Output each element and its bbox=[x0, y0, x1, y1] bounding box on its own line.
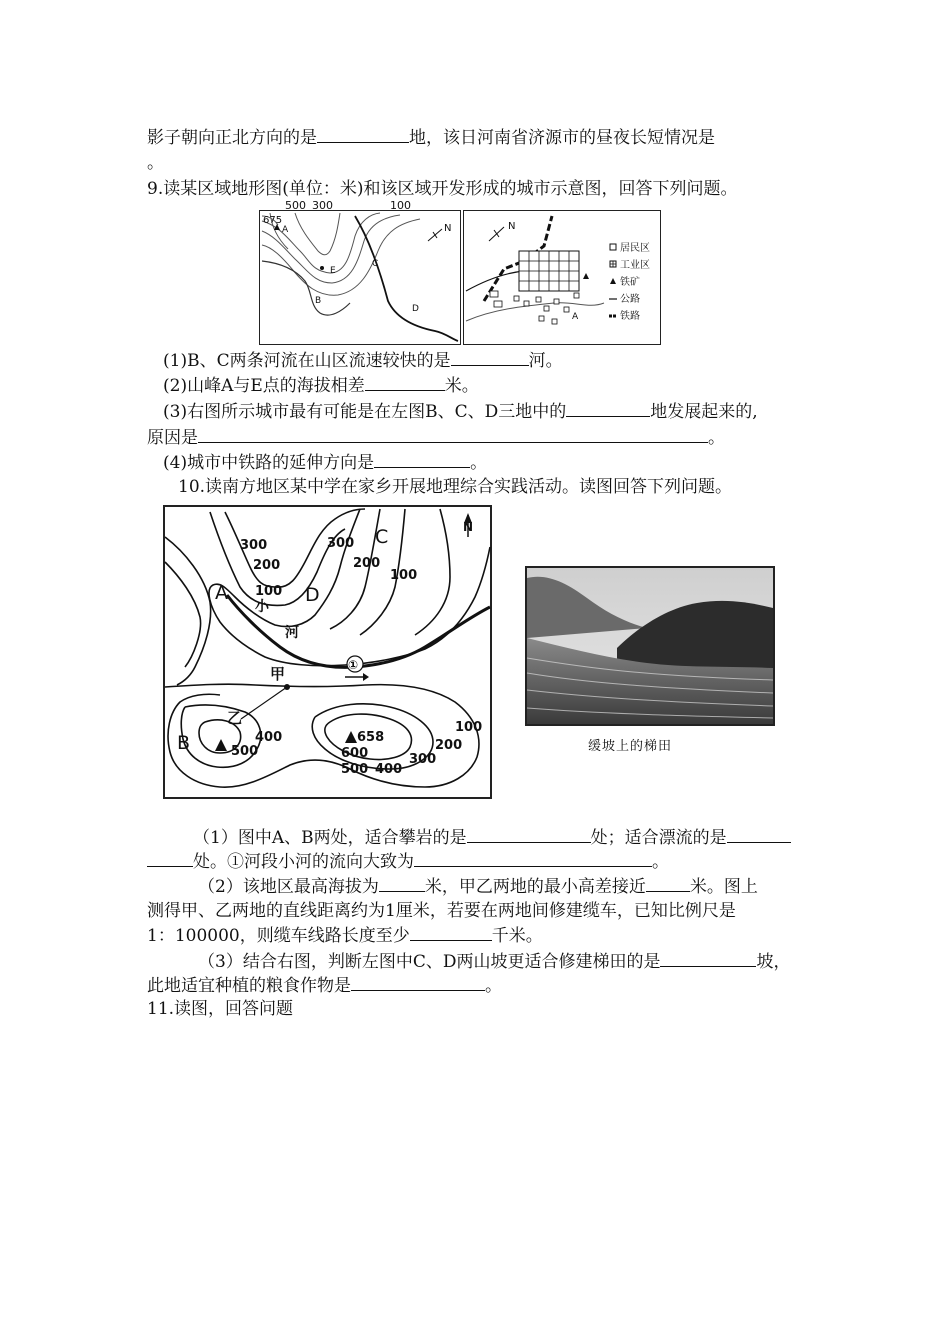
answer-blank[interactable] bbox=[374, 451, 470, 468]
label-yi: 乙 bbox=[227, 709, 243, 727]
q8-line1 bbox=[147, 126, 715, 149]
q9-s4-b: 。 bbox=[470, 453, 488, 473]
answer-blank[interactable] bbox=[365, 374, 445, 391]
contour-label: 400 bbox=[375, 762, 403, 777]
q8-text-b: 地，该日河南省济源市的昼夜长短情况是 bbox=[409, 128, 715, 148]
north-label: N bbox=[463, 520, 474, 534]
contour-line bbox=[209, 509, 490, 666]
label-d: D bbox=[305, 584, 320, 606]
legend-iron-icon bbox=[610, 278, 616, 284]
q10-s1-d: 。 bbox=[652, 852, 669, 872]
label-c: C bbox=[375, 526, 389, 548]
q11-title-text: 11.读图，回答问题 bbox=[147, 999, 294, 1019]
q10-title-text: 10.读南方地区某中学在家乡开展地理综合实践活动。读图回答下列问题。 bbox=[178, 477, 733, 497]
q10-s3-b: 坡， bbox=[756, 952, 791, 972]
label-b: B bbox=[315, 296, 322, 306]
q8-period: 。 bbox=[147, 153, 164, 173]
contour-label-500: 500 bbox=[285, 199, 306, 212]
q9-s2-b: 米。 bbox=[444, 376, 479, 396]
q10-s1-b: 处；适合漂流的是 bbox=[590, 828, 727, 848]
q10-s1-a: （1）图中A、B两处，适合攀岩的是 bbox=[193, 828, 467, 848]
river-c-d bbox=[355, 216, 458, 341]
legend-residential: 居民区 bbox=[620, 243, 650, 254]
answer-blank[interactable] bbox=[198, 426, 708, 443]
q10-sub1-cont bbox=[147, 850, 669, 873]
photo-caption: 缓坡上的梯田 bbox=[588, 739, 673, 754]
cable-line bbox=[241, 687, 287, 719]
contour-label: 600 bbox=[341, 746, 369, 761]
peak-658-triangle-icon bbox=[345, 731, 357, 743]
north-arrow-tick bbox=[433, 232, 437, 238]
label-a: A bbox=[215, 582, 228, 604]
q9-topo-svg bbox=[260, 199, 460, 344]
q10-s2-c: 米。图上 bbox=[689, 877, 758, 897]
contour-label: 300 bbox=[409, 752, 437, 767]
q9-sub3-reason bbox=[147, 426, 725, 449]
q10-sub2-scale bbox=[147, 924, 543, 947]
q9-s1-b: 河。 bbox=[528, 351, 563, 371]
legend-railway: 铁路 bbox=[620, 311, 640, 322]
q9-s3-d: 。 bbox=[708, 428, 725, 448]
answer-blank[interactable] bbox=[566, 400, 650, 417]
q9-city-map bbox=[463, 210, 661, 345]
q10-s2-d: 测得甲、乙两地的直线距离约为1厘米，若要在两地间修建缆车，已知比例尺是 bbox=[147, 901, 736, 921]
q9-sub1 bbox=[163, 349, 563, 372]
peak-label: 675 bbox=[263, 215, 283, 226]
q11-title bbox=[147, 998, 293, 1020]
contour-label: 100 bbox=[455, 720, 483, 735]
river-b bbox=[262, 261, 350, 315]
q9-sub3 bbox=[163, 400, 758, 423]
contour-label: 100 bbox=[255, 584, 283, 599]
answer-blank[interactable] bbox=[727, 826, 791, 843]
river-label: 河 bbox=[285, 625, 299, 641]
label-jia: 甲 bbox=[270, 665, 286, 683]
contour-line bbox=[415, 509, 450, 635]
q10-sub2 bbox=[198, 875, 758, 898]
q8-text-a: 影子朝向正北方向的是 bbox=[147, 128, 317, 148]
contour-label: 200 bbox=[253, 558, 281, 573]
answer-blank[interactable] bbox=[646, 875, 690, 892]
contour-line bbox=[295, 213, 340, 255]
contour-label: 200 bbox=[353, 556, 381, 571]
q9-sub4 bbox=[163, 451, 487, 474]
q10-contour-map bbox=[163, 505, 492, 799]
legend-industrial: 工业区 bbox=[620, 260, 650, 271]
answer-blank[interactable] bbox=[414, 850, 652, 867]
q9-sub2 bbox=[163, 374, 479, 397]
q8-line2 bbox=[147, 152, 164, 174]
q9-s2-a: (2)山峰A与E点的海拔相差 bbox=[163, 376, 365, 396]
point-e bbox=[320, 266, 324, 270]
answer-blank[interactable] bbox=[351, 974, 485, 991]
answer-blank[interactable] bbox=[451, 349, 529, 366]
contour-label: 400 bbox=[255, 730, 283, 745]
q9-topographic-map bbox=[259, 199, 461, 345]
north-label: N bbox=[444, 223, 452, 234]
river-line bbox=[466, 303, 604, 321]
q9-title-text: 9.读某区域地形图(单位：米)和该区域开发形成的城市示意图，回答下列问题。 bbox=[147, 179, 738, 199]
q10-sub3-cont bbox=[147, 974, 502, 997]
label-e: E bbox=[330, 266, 336, 276]
contour-label-100: 100 bbox=[390, 199, 411, 212]
q10-s3-d: 。 bbox=[485, 976, 502, 996]
q9-s1-a: (1)B、C两条河流在山区流速较快的是 bbox=[163, 351, 451, 371]
residential-blocks bbox=[490, 291, 579, 324]
q9-s3-b: 地发展起来的, bbox=[650, 402, 758, 422]
answer-blank[interactable] bbox=[317, 126, 409, 143]
label-d: D bbox=[412, 304, 419, 314]
label-c: C bbox=[372, 259, 379, 269]
contour-label: 200 bbox=[435, 738, 463, 753]
river-label: 小 bbox=[255, 599, 269, 615]
terrace-photo-svg bbox=[527, 568, 773, 724]
legend-road: 公路 bbox=[620, 294, 640, 305]
q10-sub2-cont bbox=[147, 900, 736, 922]
answer-blank[interactable] bbox=[467, 826, 591, 843]
q10-s1-c: 处。①河段小河的流向大致为 bbox=[193, 852, 414, 872]
q10-s2-b: 米，甲乙两地的最小高差接近 bbox=[424, 877, 646, 897]
contour-line bbox=[165, 562, 201, 667]
terrace-photo bbox=[525, 566, 775, 726]
answer-blank[interactable] bbox=[379, 875, 425, 892]
q9-s3-c: 原因是 bbox=[147, 428, 198, 448]
legend-iron: 铁矿 bbox=[620, 277, 640, 288]
q9-s3-a: (3)右图所示城市最有可能是在左图B、C、D三地中的 bbox=[163, 402, 567, 422]
q9-title bbox=[147, 178, 737, 200]
legend-residential-icon bbox=[610, 244, 616, 250]
circle-label: ① bbox=[348, 658, 359, 672]
peak-b-triangle-icon bbox=[215, 739, 227, 751]
q10-contour-svg bbox=[165, 507, 490, 797]
q10-sub1 bbox=[193, 826, 791, 849]
q10-s3-c: 此地适宜种植的粮食作物是 bbox=[147, 976, 351, 996]
flow-arrow-head bbox=[363, 673, 369, 681]
contour-label: 500 bbox=[341, 762, 369, 777]
contour-label: 300 bbox=[327, 536, 355, 551]
q10-sub3 bbox=[198, 950, 790, 973]
contour-label: 500 bbox=[231, 744, 259, 759]
peak-label: 658 bbox=[357, 730, 385, 745]
contour-label-300: 300 bbox=[312, 199, 333, 212]
label-a: A bbox=[572, 312, 579, 322]
q10-s3-a: （3）结合右图，判断左图中C、D两山坡更适合修建梯田的是 bbox=[198, 952, 661, 972]
answer-blank[interactable] bbox=[147, 850, 193, 867]
label-a: A bbox=[282, 225, 289, 235]
answer-blank[interactable] bbox=[660, 950, 756, 967]
q10-s2-e: 1：100000，则缆车线路长度至少 bbox=[147, 926, 410, 946]
label-b: B bbox=[177, 732, 191, 754]
answer-blank[interactable] bbox=[410, 924, 492, 941]
iron-mine-icon bbox=[583, 273, 589, 279]
q10-title bbox=[178, 476, 732, 498]
q10-s2-a: （2）该地区最高海拔为 bbox=[198, 877, 379, 897]
contour-label: 300 bbox=[240, 538, 268, 553]
q9-city-svg bbox=[464, 211, 660, 344]
q9-s4-a: (4)城市中铁路的延伸方向是 bbox=[163, 453, 375, 473]
contour-label: 100 bbox=[390, 568, 418, 583]
q10-s2-f: 千米。 bbox=[491, 926, 543, 946]
north-label: N bbox=[508, 221, 516, 232]
